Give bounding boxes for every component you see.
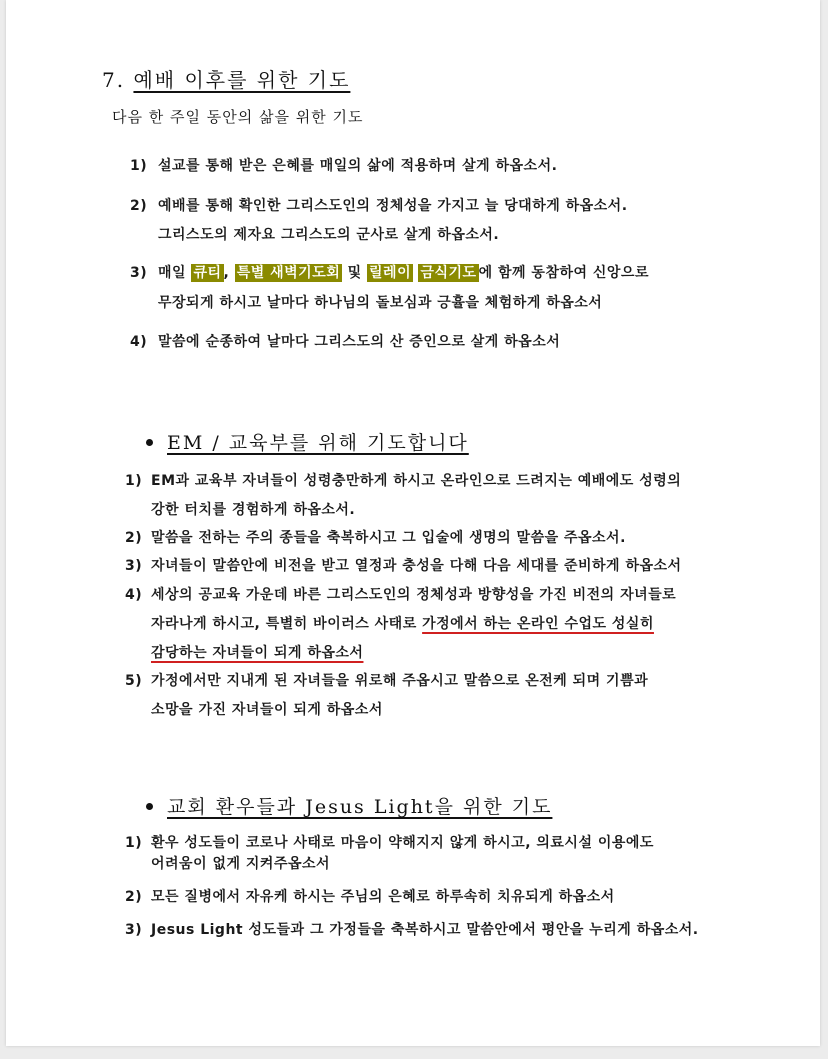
list-item: 1) EM과 교육부 자녀들이 성령충만하게 하시고 온라인으로 드려지는 예배에도 성령의: [125, 473, 682, 489]
highlight-fasting-prayer: 금식기도: [420, 265, 477, 281]
document-page: [6, 0, 820, 1046]
list-item: 3) 자녀들이 말씀안에 비전을 받고 열정과 충성을 다해 다음 세대를 준비하게 하옵소서: [125, 558, 682, 574]
list-item: 5) 가정에서만 지내게 된 자녀들을 위로해 주옵시고 말씀으로 온전케 되며 기쁨과: [125, 673, 649, 689]
highlight-relay: 릴레이: [369, 265, 412, 281]
church-section-heading: [146, 792, 552, 819]
em-section-title: EM / 교육부를 위해 기도합니다: [167, 432, 469, 454]
list-item: 1) 설교를 통해 받은 은혜를 매일의 삶에 적용하며 살게 하옵소서.: [130, 158, 558, 174]
red-underlined-text: 감당하는 자녀들이 되게 하옵소서: [151, 645, 364, 661]
section-7-subtitle: 다음 한 주일 동안의 삶을 위한 기도: [112, 108, 364, 126]
list-item: 1) 환우 성도들이 코로나 사태로 마음이 약해지지 않게 하시고, 의료시설 이용에도: [125, 835, 654, 851]
list-item-continuation: 그리스도의 제자요 그리스도의 군사로 살게 하옵소서.: [158, 227, 500, 243]
em-section-heading: [146, 428, 469, 455]
section-7-heading: [102, 64, 350, 93]
list-item: 4) 말씀에 순종하여 날마다 그리스도의 산 증인으로 살게 하옵소서: [130, 334, 561, 350]
church-section-title: 교회 환우들과 Jesus Light을 위한 기도: [167, 796, 553, 818]
highlight-qt: 큐티: [193, 265, 222, 281]
list-item-continuation: 자라나게 하시고, 특별히 바이러스 사태로 가정에서 하는 온라인 수업도 성실히: [151, 616, 654, 632]
list-item-continuation: 강한 터치를 경험하게 하옵소서.: [151, 502, 356, 518]
section-7-title: 예배 이후를 위한 기도: [133, 68, 351, 92]
list-item: 3) 매일 큐티 , 특별 새벽기도회 및 릴레이 금식기도 에 함께 동참하여 신앙으로: [130, 265, 649, 281]
list-item-continuation: 무장되게 하시고 날마다 하나님의 돌보심과 긍휼을 체험하게 하옵소서: [158, 295, 603, 311]
section-7-number: 7.: [102, 68, 126, 92]
list-item: 2) 모든 질병에서 자유케 하시는 주님의 은혜로 하루속히 치유되게 하옵소서: [125, 889, 615, 905]
bullet-icon: [146, 439, 153, 446]
list-item-continuation: 소망을 가진 자녀들이 되게 하옵소서: [151, 702, 383, 718]
list-item: 4) 세상의 공교육 가운데 바른 그리스도인의 정체성과 방향성을 가진 비전의 자녀들로: [125, 587, 677, 603]
list-item: 2) 말씀을 전하는 주의 종들을 축복하시고 그 입술에 생명의 말씀을 주옵소서.: [125, 530, 626, 546]
red-underlined-text: 가정에서 하는 온라인 수업도 성실히: [422, 616, 654, 632]
highlight-special-dawn-prayer: 특별 새벽기도회: [236, 265, 341, 281]
list-item-continuation: 어려움이 없게 지켜주옵소서: [151, 856, 331, 872]
bullet-icon: [146, 803, 153, 810]
list-item: 2) 예배를 통해 확인한 그리스도인의 정체성을 가지고 늘 당대하게 하옵소서.: [130, 198, 628, 214]
list-item: 3) Jesus Light 성도들과 그 가정들을 축복하시고 말씀안에서 평안을 누리게 하옵소서.: [125, 922, 699, 938]
